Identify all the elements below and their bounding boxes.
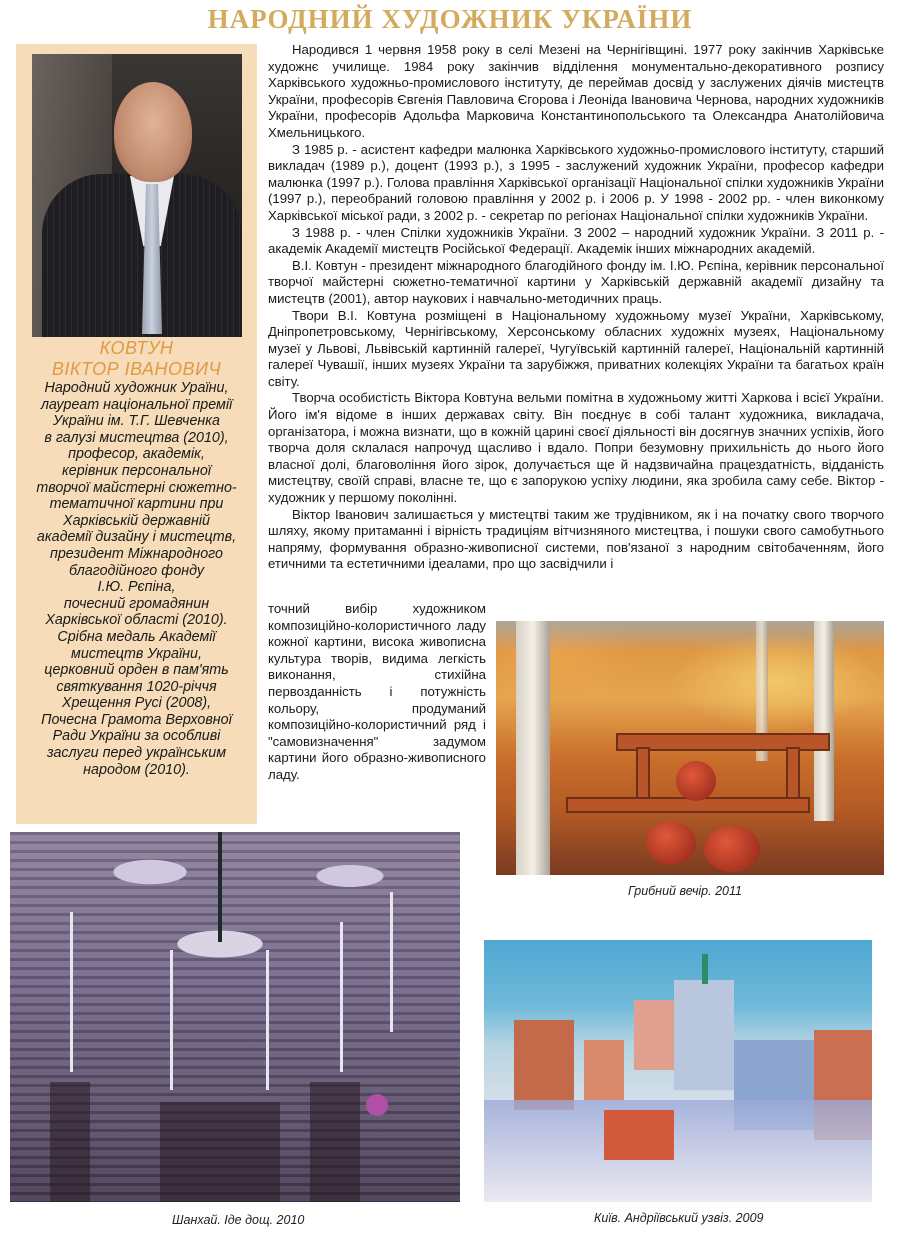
chair-leg	[266, 950, 269, 1090]
bio-line: Харківської області (2010).	[45, 612, 228, 629]
painting-mushroom-evening	[496, 621, 884, 875]
article-paragraph: Віктор Іванович залишається у мистецтві таким же трудівником, як і на початку свого творчого шляху, якому притаманні і вірність традиціям вітчизняного мистецтва, і пошуки свого самобутнього напряму, формування образно-живописної системи, пов'язаної з народним світобаченням, його етичними та естетичними ідеалами, про що засвідчили і	[268, 506, 884, 572]
bio-line: почесний громадянин	[63, 595, 210, 612]
chair-leg	[70, 912, 73, 1072]
building	[584, 1040, 624, 1100]
bio-line: Срібна медаль Академії	[57, 628, 216, 645]
mushroom-basket	[676, 761, 716, 801]
bio-line: керівник персональної	[62, 462, 211, 479]
bio-line: в галузі мистецтва (2010),	[44, 429, 229, 446]
caption-shanghai: Шанхай. Іде дощ. 2010	[172, 1213, 305, 1227]
portrait-photo	[32, 54, 242, 337]
article-paragraph: Народився 1 червня 1958 року в селі Мезені на Чернігівщині. 1977 року закінчив Харківське художнє училище. 1984 року закінчив відділення монументально-декоративного розпису Харківського художньо-промислового інституту, де переймав досвід у заслужених діячів мистецтв України, професорів Євгенія Павловича Єгорова і Леоніда Івановича Чернова, народних художників України, професорів Адольфа Марковича Константинопольського та Олександра Анатолійовича Хмельницького.	[268, 42, 884, 140]
bio-line: творчої майстерні сюжетно-	[36, 479, 237, 496]
mushroom-basket	[646, 821, 696, 865]
article-paragraph: В.І. Ковтун - президент міжнародного благодійного фонду ім. І.Ю. Рєпіна, керівник персональної творчої майстерні сюжетно-тематичної картини у Харківській державній академії дизайну та мистецтв (2001), автор наукових і навчально-методичних праць.	[268, 257, 884, 306]
church-spire	[702, 954, 708, 984]
chair-leg	[340, 922, 343, 1072]
birch-trunk	[814, 621, 834, 821]
article-paragraph: З 1988 р. - член Спілки художників України. З 2002 – народний художник України. З 2011 р. - академік Академії мистецтв Російської Федерації. Академік інших міжнародних академій.	[268, 224, 884, 257]
article-paragraph: Творча особистість Віктора Ковтуна вельми помітна в художньому житті Харкова і всієї України. Його ім'я відоме в інших державах світу. Він поєднує в собі талант художника, викладача, організатора, і можна визнати, що в кожній царині своєї діяльності він досягнув значних успіхів, його творча доля склалася напрочуд щасливо і вдало. Попри безумовну прихильність до нього його власної долі, благовоління його зірок, долучається ще й надзвичайна працездатність, відданість мистецтву, своїй справі, власне те, що є запорукою успіху людини, яка зробила саму себе. Віктор - художник у першому поколінні.	[268, 390, 884, 506]
bio-line: Харківській державній	[63, 512, 210, 529]
bio-line: Почесна Грамота Верховної	[41, 711, 232, 728]
bio-line: І.Ю. Рєпіна,	[97, 579, 176, 596]
bio-line: церковний орден в пам'ять	[44, 662, 229, 679]
reflection	[310, 1082, 360, 1202]
article-paragraph: Твори В.І. Ковтуна розміщені в Національному художньому музеї України, Харківському, Дніпропетровському, Чернігівському, Херсонському обласних художніх музеях, Національному музеї у Львові, Львівській картинній галереї, Чугуївській картинній галереї, Національній картинній галереї Чувашії, інших музеях України та зарубіжжя, приватних колекціях України та багатьох країн світу.	[268, 307, 884, 389]
article-body	[268, 42, 884, 573]
bio-line: України ім. Т.Г. Шевченка	[53, 413, 220, 430]
building	[514, 1020, 574, 1110]
bio-line: Народний художник Ураїни,	[44, 380, 229, 396]
artist-name	[16, 338, 257, 380]
caption-mushroom: Грибний вечір. 2011	[628, 884, 742, 898]
portrait-head	[114, 82, 192, 182]
artist-surname: КОВТУН	[99, 338, 174, 358]
bio-line: Хрещення Русі (2008),	[61, 695, 212, 712]
bio-line: благодійного фонду	[68, 562, 205, 579]
artist-bio	[20, 380, 253, 778]
caption-kyiv: Київ. Андріївський узвіз. 2009	[594, 1211, 764, 1225]
chair-leg	[170, 950, 173, 1090]
reflection	[50, 1082, 90, 1202]
bio-line: святкування 1020-річчя	[56, 678, 217, 695]
bio-line: президент Міжнародного	[49, 545, 223, 562]
bio-line: заслуги перед українським	[46, 745, 227, 762]
painting-shanghai-rain	[10, 832, 460, 1202]
painting-kyiv-andriivskyi	[484, 940, 872, 1202]
bio-line: тематичної картини при	[49, 496, 224, 513]
bio-line: лауреат національної премії	[40, 396, 233, 413]
chair-leg	[390, 892, 393, 1032]
bio-line: професор, академік,	[68, 446, 205, 463]
building	[604, 1110, 674, 1160]
bio-line: мистецтв України,	[71, 645, 202, 662]
mushroom-basket	[704, 826, 760, 872]
reflection	[160, 1102, 280, 1202]
umbrella-pole	[218, 832, 222, 942]
flower	[366, 1094, 388, 1116]
article-paragraph: З 1985 р. - асистент кафедри малюнка Харківського художньо-промислового інституту, старший викладач (1989 р.), доцент (1993 р.), з 1995 - заслужений художник України, професор кафедри малюнка (1997 р.). Голова правління Харківської організації Національної спілки художників України (1997 р.), переобраний головою правління у 2002 р. і 2006 р. У 1998 - 2002 рр. - член виконкому Харківської міської ради, з 2002 р. - секретар по регіонах Національної спілки художників України.	[268, 141, 884, 223]
church	[674, 980, 734, 1090]
birch-trunk	[516, 621, 550, 875]
artist-given-names: ВІКТОР ІВАНОВИЧ	[51, 359, 222, 379]
bio-line: народом (2010).	[83, 761, 190, 778]
article-wrap-paragraph: точний вибір художником композиційно-колористичного ладу кожної картини, висока живописна культура творів, видима легкість виконання, стихійна первозданність і потужність кольору, продуманий композиційно-колористичний ряд і "самовизначення" задумом картини його образно-живописного ладу.	[268, 601, 486, 782]
bio-line: академії дизайну і мистецтв,	[36, 529, 237, 546]
snowy-slope	[484, 1100, 872, 1202]
page-title: НАРОДНИЙ ХУДОЖНИК УКРАЇНИ	[207, 4, 693, 34]
bio-line: Ради України за особливі	[52, 728, 221, 745]
